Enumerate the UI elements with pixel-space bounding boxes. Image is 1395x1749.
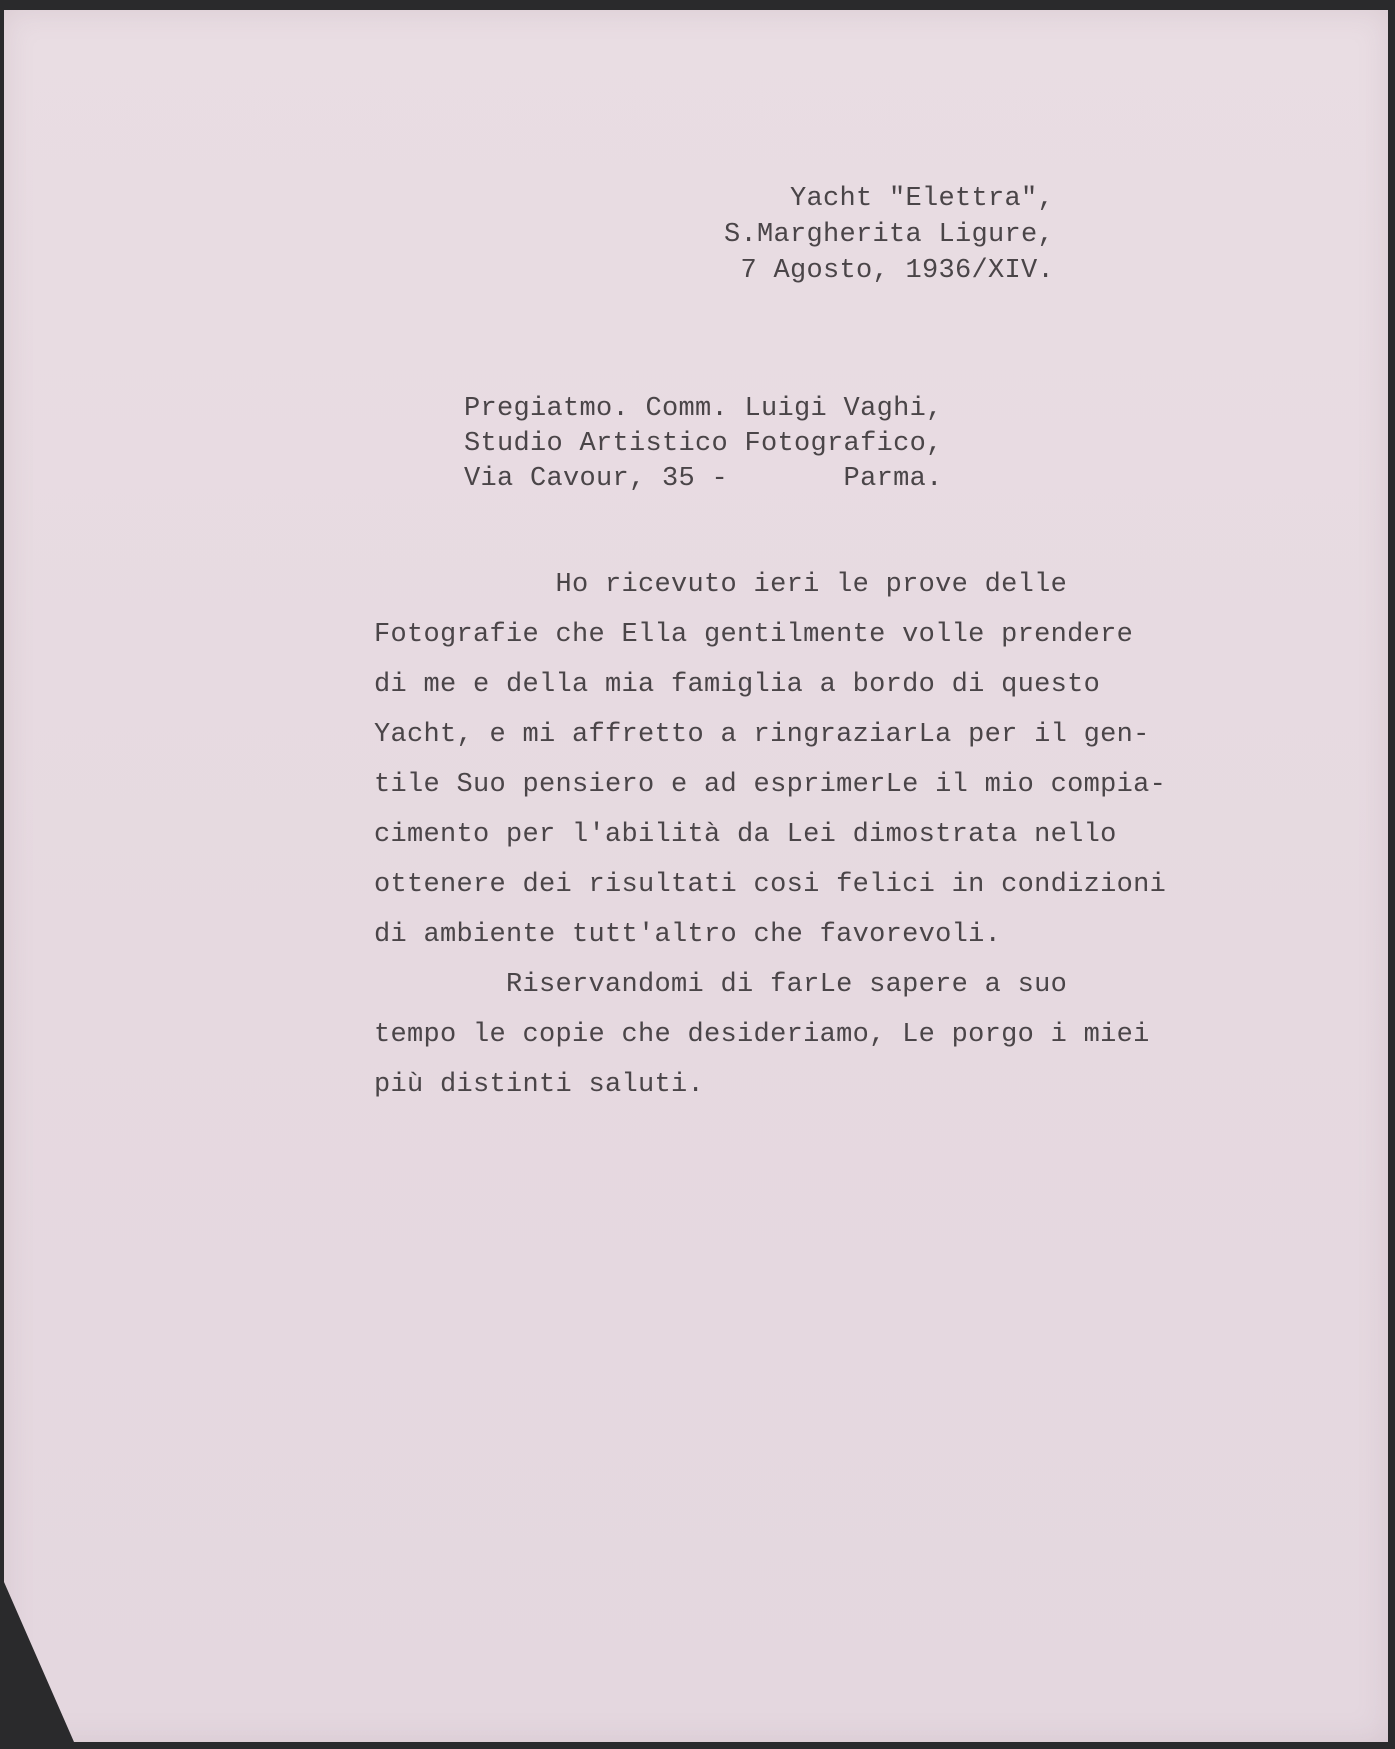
addressee-line: Studio Artistico Fotografico, [464,429,943,459]
header-line: S.Margherita Ligure, [724,220,1055,250]
header-line: 7 Agosto, 1936/XIV. [740,256,1055,286]
body-line: Fotografie che Ella gentilmente volle prendere [374,620,1134,650]
letter-header [724,184,1054,292]
addressee-line: Via Cavour, 35 - Parma. [464,464,943,494]
letter-page [4,10,1388,1742]
letter-body [374,570,1166,1120]
body-line: cimento per l'abilità da Lei dimostrata nello [374,820,1117,850]
body-line: di me e della mia famiglia a bordo di questo [374,670,1101,700]
body-line: ottenere dei risultati cosi felici in condizioni [374,870,1167,900]
addressee-block [464,394,943,499]
body-line: Ho ricevuto ieri le prove delle [374,570,1068,600]
header-line: Yacht "Elettra", [790,184,1055,214]
body-line: Riservandomi di farLe sapere a suo [374,970,1068,1000]
torn-corner [4,1582,74,1742]
addressee-line: Pregiatmo. Comm. Luigi Vaghi, [464,394,943,424]
body-line: più distinti saluti. [374,1070,705,1100]
body-line: tempo le copie che desideriamo, Le porgo i miei [374,1020,1150,1050]
body-line: tile Suo pensiero e ad esprimerLe il mio compia- [374,770,1167,800]
body-line: Yacht, e mi affretto a ringraziarLa per il gen- [374,720,1150,750]
body-line: di ambiente tutt'altro che favorevoli. [374,920,1002,950]
